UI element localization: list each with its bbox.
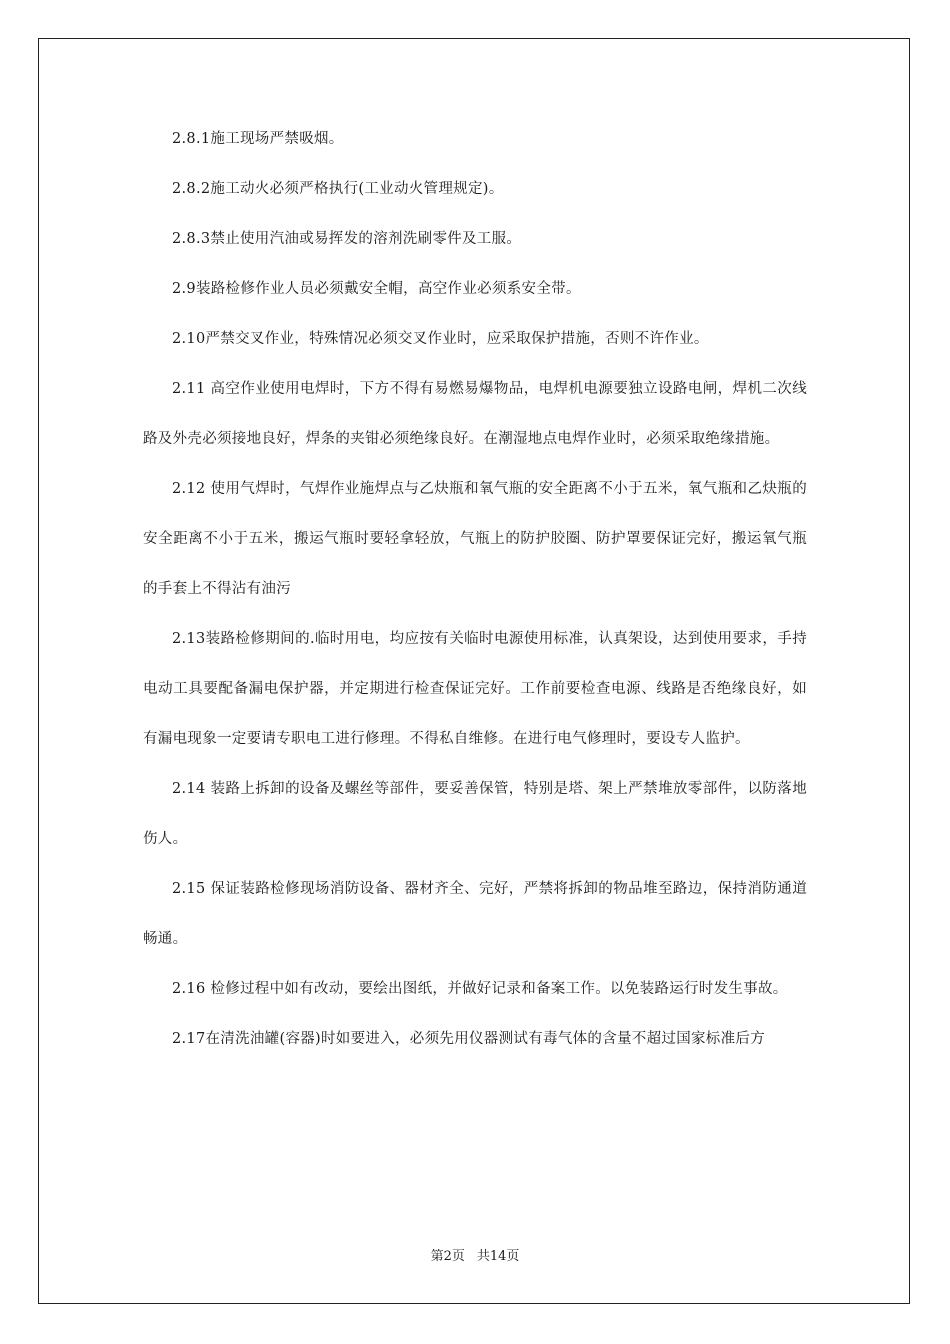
page-footer	[0, 1247, 950, 1267]
paragraph-2-12: 2.12 使用气焊时，气焊作业施焊点与乙炔瓶和氧气瓶的安全距离不小于五米，氧气瓶和乙炔瓶的安全距离不小于五米，搬运气瓶时要轻拿轻放，气瓶上的防护胶圈、防护罩要保证完好，搬运氧气瓶的手套上不得沾有油污	[143, 481, 807, 597]
paragraph-2-16: 2.16 检修过程中如有改动，要绘出图纸，并做好记录和备案工作。以免装路运行时发生事故。	[172, 981, 788, 997]
document-body	[143, 114, 807, 1064]
paragraph-2-8-2: 2.8.2施工动火必须严格执行(工业动火管理规定)。	[172, 181, 504, 197]
paragraph-2-9: 2.9装路检修作业人员必须戴安全帽，高空作业必须系安全带。	[172, 281, 581, 297]
page-number: 第2页	[430, 1249, 465, 1264]
paragraph-2-11: 2.11 高空作业使用电焊时，下方不得有易燃易爆物品，电焊机电源要独立设路电闸，焊机二次线路及外壳必须接地良好，焊条的夹钳必须绝缘良好。在潮湿地点电焊作业时，必须采取绝缘措施。	[143, 381, 807, 447]
paragraph-2-14: 2.14 装路上拆卸的设备及螺丝等部件，要妥善保管，特别是塔、架上严禁堆放零部件，以防落地伤人。	[143, 781, 807, 847]
paragraph-2-17: 2.17在清洗油罐(容器)时如要进入，必须先用仪器测试有毒气体的含量不超过国家标准后方	[172, 1031, 765, 1047]
paragraph-2-8-3: 2.8.3禁止使用汽油或易挥发的溶剂洗刷零件及工服。	[172, 231, 522, 247]
paragraph-2-15: 2.15 保证装路检修现场消防设备、器材齐全、完好，严禁将拆卸的物品堆至路边，保持消防通道畅通。	[143, 881, 807, 947]
paragraph-2-13: 2.13装路检修期间的.临时用电，均应按有关临时电源使用标准，认真架设，达到使用要求，手持电动工具要配备漏电保护器，并定期进行检查保证完好。工作前要检查电源、线路是否绝缘良好，如有漏电现象一定要请专职电工进行修理。不得私自维修。在进行电气修理时，要设专人监护。	[143, 631, 807, 747]
paragraph-2-8-1: 2.8.1施工现场严禁吸烟。	[172, 131, 344, 147]
paragraph-2-10: 2.10严禁交叉作业，特殊情况必须交叉作业时，应采取保护措施，否则不许作业。	[172, 331, 709, 347]
page-total: 共14页	[476, 1249, 520, 1264]
